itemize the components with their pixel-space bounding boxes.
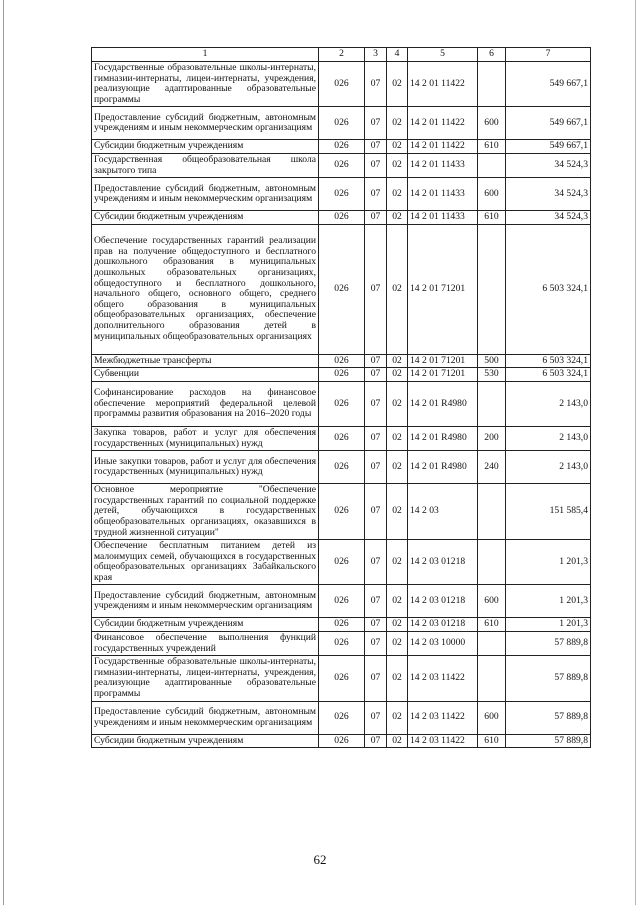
- row-subsection-cell: 02: [387, 701, 408, 734]
- row-amount-cell: 2 143,0: [506, 426, 591, 450]
- row-name-cell: Обеспечение государственных гарантий реализации прав на получение общедоступного и бесплатного дошкольного образования в муниципальных дошкольных образовательных организациях, общедоступного и бесплатного дошкольного, начального общего, основного общего, среднего общего образования в муниципальных общеобразовательных организациях, обеспечение дополнительного образования детей в муниципальных общеобразовательных организациях: [92, 224, 319, 354]
- row-section-cell: 07: [365, 368, 387, 382]
- row-expense-type-cell: [478, 540, 506, 585]
- row-expense-type-cell: 600: [478, 107, 506, 140]
- row-subsection-cell: 02: [387, 734, 408, 748]
- header-cell-6: 6: [478, 48, 506, 62]
- row-expense-type-cell: [478, 62, 506, 107]
- row-admin-code-cell: 026: [319, 211, 365, 225]
- row-subsection-cell: 02: [387, 540, 408, 585]
- row-target-article-cell: 14 2 01 11422: [408, 107, 478, 140]
- row-subsection-cell: 02: [387, 178, 408, 211]
- row-section-cell: 07: [365, 224, 387, 354]
- row-expense-type-cell: [478, 632, 506, 656]
- row-target-article-cell: 14 2 01 11422: [408, 62, 478, 107]
- row-subsection-cell: 02: [387, 451, 408, 484]
- row-expense-type-cell: 600: [478, 701, 506, 734]
- row-expense-type-cell: [478, 656, 506, 701]
- table-row: [92, 62, 591, 107]
- row-target-article-cell: 14 2 03: [408, 484, 478, 540]
- row-subsection-cell: 02: [387, 62, 408, 107]
- row-target-article-cell: 14 2 01 71201: [408, 224, 478, 354]
- row-target-article-cell: 14 2 03 01218: [408, 585, 478, 618]
- row-section-cell: 07: [365, 451, 387, 484]
- table-row: [92, 426, 591, 450]
- header-cell-5: 5: [408, 48, 478, 62]
- row-section-cell: 07: [365, 585, 387, 618]
- header-cell-7: 7: [506, 48, 591, 62]
- row-subsection-cell: 02: [387, 618, 408, 632]
- row-section-cell: 07: [365, 211, 387, 225]
- row-subsection-cell: 02: [387, 107, 408, 140]
- scan-edge-right: [635, 0, 636, 905]
- row-name-cell: Государственная общеобразовательная школа закрытого типа: [92, 153, 319, 177]
- row-section-cell: 07: [365, 354, 387, 368]
- row-admin-code-cell: 026: [319, 178, 365, 211]
- row-target-article-cell: 14 2 03 11422: [408, 701, 478, 734]
- row-expense-type-cell: 610: [478, 734, 506, 748]
- row-section-cell: 07: [365, 484, 387, 540]
- table-header-row: [92, 48, 591, 62]
- row-admin-code-cell: 026: [319, 354, 365, 368]
- row-name-cell: Предоставление субсидий бюджетным, автономным учреждениям и иным некоммерческим организациям: [92, 107, 319, 140]
- table-row: [92, 734, 591, 748]
- row-name-cell: Субсидии бюджетным учреждениям: [92, 618, 319, 632]
- row-subsection-cell: 02: [387, 426, 408, 450]
- row-target-article-cell: 14 2 01 71201: [408, 368, 478, 382]
- row-admin-code-cell: 026: [319, 484, 365, 540]
- row-amount-cell: 549 667,1: [506, 107, 591, 140]
- row-name-cell: Государственные образовательные школы-интернаты, гимназии-интернаты, лицеи-интернаты, учреждения, реализующие адаптированные образовательные программы: [92, 656, 319, 701]
- row-expense-type-cell: 200: [478, 426, 506, 450]
- row-section-cell: 07: [365, 540, 387, 585]
- row-amount-cell: 1 201,3: [506, 618, 591, 632]
- row-admin-code-cell: 026: [319, 618, 365, 632]
- table-row: [92, 484, 591, 540]
- header-cell-3: 3: [365, 48, 387, 62]
- row-section-cell: 07: [365, 153, 387, 177]
- row-expense-type-cell: 610: [478, 618, 506, 632]
- row-name-cell: Финансовое обеспечение выполнения функций государственных учреждений: [92, 632, 319, 656]
- row-name-cell: Межбюджетные трансферты: [92, 354, 319, 368]
- row-expense-type-cell: 500: [478, 354, 506, 368]
- row-amount-cell: 6 503 324,1: [506, 354, 591, 368]
- row-target-article-cell: 14 2 03 01218: [408, 540, 478, 585]
- row-name-cell: Субсидии бюджетным учреждениям: [92, 211, 319, 225]
- row-target-article-cell: 14 2 01 11422: [408, 140, 478, 154]
- table-row: [92, 632, 591, 656]
- row-amount-cell: 549 667,1: [506, 140, 591, 154]
- row-name-cell: Обеспечение бесплатным питанием детей из малоимущих семей, обучающихся в государственных общеобразовательных организациях Забайкальского края: [92, 540, 319, 585]
- table-row: [92, 140, 591, 154]
- row-subsection-cell: 02: [387, 153, 408, 177]
- row-target-article-cell: 14 2 01 R4980: [408, 451, 478, 484]
- row-target-article-cell: 14 2 01 R4980: [408, 426, 478, 450]
- row-amount-cell: 1 201,3: [506, 585, 591, 618]
- row-subsection-cell: 02: [387, 354, 408, 368]
- row-admin-code-cell: 026: [319, 224, 365, 354]
- row-subsection-cell: 02: [387, 224, 408, 354]
- row-expense-type-cell: 530: [478, 368, 506, 382]
- row-amount-cell: 2 143,0: [506, 451, 591, 484]
- row-subsection-cell: 02: [387, 211, 408, 225]
- row-section-cell: 07: [365, 107, 387, 140]
- row-name-cell: Предоставление субсидий бюджетным, автономным учреждениям и иным некоммерческим организациям: [92, 585, 319, 618]
- table-row: [92, 354, 591, 368]
- row-target-article-cell: 14 2 03 10000: [408, 632, 478, 656]
- row-amount-cell: 57 889,8: [506, 734, 591, 748]
- table-row: [92, 153, 591, 177]
- row-name-cell: Субсидии бюджетным учреждениям: [92, 734, 319, 748]
- row-target-article-cell: 14 2 03 01218: [408, 618, 478, 632]
- row-name-cell: Закупка товаров, работ и услуг для обеспечения государственных (муниципальных) нужд: [92, 426, 319, 450]
- row-admin-code-cell: 026: [319, 585, 365, 618]
- header-cell-2: 2: [319, 48, 365, 62]
- row-admin-code-cell: 026: [319, 701, 365, 734]
- row-admin-code-cell: 026: [319, 632, 365, 656]
- budget-table: [91, 47, 591, 748]
- row-target-article-cell: 14 2 03 11422: [408, 656, 478, 701]
- row-admin-code-cell: 026: [319, 140, 365, 154]
- row-name-cell: Предоставление субсидий бюджетным, автономным учреждениям и иным некоммерческим организациям: [92, 178, 319, 211]
- row-admin-code-cell: 026: [319, 734, 365, 748]
- row-target-article-cell: 14 2 03 11422: [408, 734, 478, 748]
- row-expense-type-cell: [478, 153, 506, 177]
- row-section-cell: 07: [365, 178, 387, 211]
- row-section-cell: 07: [365, 62, 387, 107]
- row-expense-type-cell: [478, 484, 506, 540]
- row-admin-code-cell: 026: [319, 62, 365, 107]
- row-subsection-cell: 02: [387, 368, 408, 382]
- row-admin-code-cell: 026: [319, 153, 365, 177]
- row-expense-type-cell: [478, 224, 506, 354]
- row-expense-type-cell: 600: [478, 585, 506, 618]
- row-name-cell: Государственные образовательные школы-интернаты, гимназии-интернаты, лицеи-интернаты, учреждения, реализующие адаптированные образовательные программы: [92, 62, 319, 107]
- row-admin-code-cell: 026: [319, 107, 365, 140]
- row-amount-cell: 34 524,3: [506, 211, 591, 225]
- table-row: [92, 540, 591, 585]
- row-subsection-cell: 02: [387, 632, 408, 656]
- table-row: [92, 618, 591, 632]
- row-name-cell: Основное мероприятие "Обеспечение государственных гарантий по социальной поддержке детей, обучающихся в государственных общеобразовательных организациях, оказавшихся в трудной жизненной ситуации": [92, 484, 319, 540]
- row-expense-type-cell: 600: [478, 178, 506, 211]
- table-row: [92, 381, 591, 426]
- row-name-cell: Субсидии бюджетным учреждениям: [92, 140, 319, 154]
- row-section-cell: 07: [365, 618, 387, 632]
- table-row: [92, 701, 591, 734]
- table-row: [92, 585, 591, 618]
- header-cell-4: 4: [387, 48, 408, 62]
- page-number: 62: [313, 852, 327, 867]
- row-expense-type-cell: 240: [478, 451, 506, 484]
- table-row: [92, 451, 591, 484]
- row-amount-cell: 2 143,0: [506, 381, 591, 426]
- row-amount-cell: 1 201,3: [506, 540, 591, 585]
- row-admin-code-cell: 026: [319, 656, 365, 701]
- row-subsection-cell: 02: [387, 140, 408, 154]
- row-section-cell: 07: [365, 140, 387, 154]
- table-row: [92, 107, 591, 140]
- row-amount-cell: 57 889,8: [506, 632, 591, 656]
- row-admin-code-cell: 026: [319, 368, 365, 382]
- row-expense-type-cell: 610: [478, 211, 506, 225]
- row-amount-cell: 549 667,1: [506, 62, 591, 107]
- row-name-cell: Субвенции: [92, 368, 319, 382]
- row-admin-code-cell: 026: [319, 451, 365, 484]
- row-amount-cell: 34 524,3: [506, 178, 591, 211]
- row-target-article-cell: 14 2 01 11433: [408, 178, 478, 211]
- header-cell-1: 1: [92, 48, 319, 62]
- row-name-cell: Софинансирование расходов на финансовое обеспечение мероприятий федеральной целевой программы развития образования на 2016–2020 годы: [92, 381, 319, 426]
- scan-edge-left: [3, 0, 4, 905]
- table-row: [92, 224, 591, 354]
- table-row: [92, 368, 591, 382]
- row-name-cell: Иные закупки товаров, работ и услуг для обеспечения государственных (муниципальных) нужд: [92, 451, 319, 484]
- row-target-article-cell: 14 2 01 11433: [408, 153, 478, 177]
- table-row: [92, 656, 591, 701]
- row-subsection-cell: 02: [387, 381, 408, 426]
- row-section-cell: 07: [365, 656, 387, 701]
- row-amount-cell: 151 585,4: [506, 484, 591, 540]
- row-expense-type-cell: [478, 381, 506, 426]
- row-admin-code-cell: 026: [319, 540, 365, 585]
- row-subsection-cell: 02: [387, 484, 408, 540]
- row-subsection-cell: 02: [387, 656, 408, 701]
- row-section-cell: 07: [365, 381, 387, 426]
- table-row: [92, 178, 591, 211]
- row-section-cell: 07: [365, 632, 387, 656]
- row-subsection-cell: 02: [387, 585, 408, 618]
- row-amount-cell: 57 889,8: [506, 701, 591, 734]
- row-target-article-cell: 14 2 01 71201: [408, 354, 478, 368]
- row-name-cell: Предоставление субсидий бюджетным, автономным учреждениям и иным некоммерческим организациям: [92, 701, 319, 734]
- row-admin-code-cell: 026: [319, 381, 365, 426]
- row-section-cell: 07: [365, 426, 387, 450]
- row-section-cell: 07: [365, 701, 387, 734]
- row-target-article-cell: 14 2 01 11433: [408, 211, 478, 225]
- row-amount-cell: 6 503 324,1: [506, 224, 591, 354]
- row-amount-cell: 57 889,8: [506, 656, 591, 701]
- row-section-cell: 07: [365, 734, 387, 748]
- row-expense-type-cell: 610: [478, 140, 506, 154]
- row-target-article-cell: 14 2 01 R4980: [408, 381, 478, 426]
- table-row: [92, 211, 591, 225]
- row-amount-cell: 6 503 324,1: [506, 368, 591, 382]
- row-amount-cell: 34 524,3: [506, 153, 591, 177]
- row-admin-code-cell: 026: [319, 426, 365, 450]
